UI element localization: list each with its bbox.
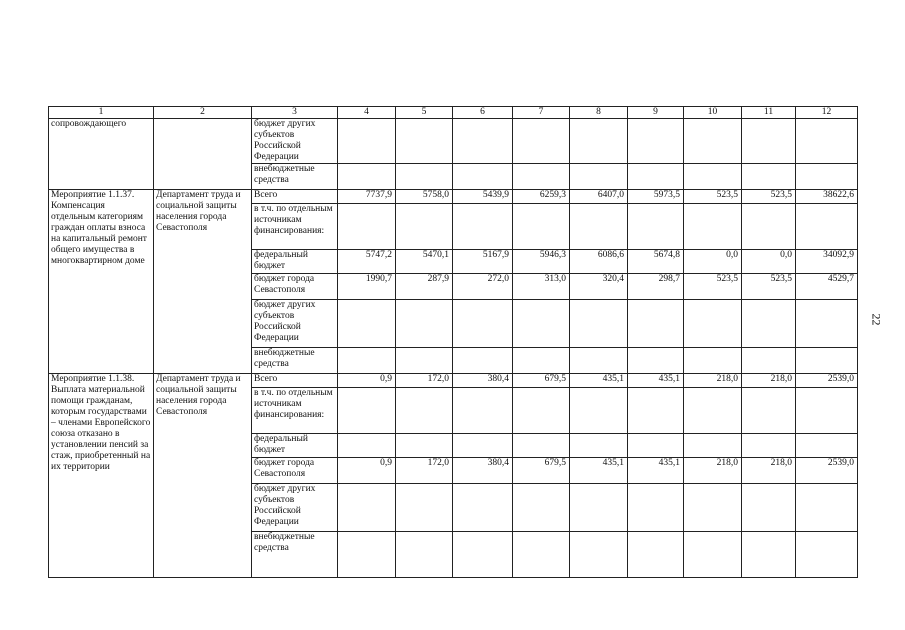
funding-source: бюджет города Севастополя [252,458,338,484]
amount-cell [513,164,570,190]
amount-cell: 523,5 [684,190,742,204]
amount-cell: 5167,9 [453,250,513,274]
amount-cell: 5674,8 [628,250,684,274]
funding-source: Всего [252,190,338,204]
column-number: 4 [338,107,396,119]
amount-cell [513,204,570,250]
amount-cell [396,204,453,250]
amount-cell [684,119,742,164]
funding-source: бюджет других субъектов Российской Федерации [252,300,338,348]
amount-cell [513,434,570,458]
amount-cell [570,388,628,434]
amount-cell [338,484,396,532]
amount-cell: 34092,9 [796,250,858,274]
column-number: 5 [396,107,453,119]
amount-cell: 38622,6 [796,190,858,204]
amount-cell: 1990,7 [338,274,396,300]
funding-source: бюджет других субъектов Российской Федерации [252,119,338,164]
measure-name: Мероприятие 1.1.37. Компенсация отдельным категориям граждан оплаты взноса на капитальный ремонт общего имущества в многоквартирном доме [49,190,154,374]
amount-cell [796,119,858,164]
amount-cell [628,434,684,458]
column-number: 6 [453,107,513,119]
amount-cell [396,532,453,578]
amount-cell: 6407,0 [570,190,628,204]
amount-cell [796,388,858,434]
funding-source: внебюджетные средства [252,348,338,374]
amount-cell [453,434,513,458]
column-number: 1 [49,107,154,119]
column-number: 9 [628,107,684,119]
amount-cell: 679,5 [513,374,570,388]
amount-cell: 380,4 [453,458,513,484]
amount-cell [684,388,742,434]
amount-cell [453,484,513,532]
amount-cell [796,348,858,374]
amount-cell: 523,5 [742,190,796,204]
funding-source: Всего [252,374,338,388]
amount-cell [570,532,628,578]
amount-cell [684,532,742,578]
amount-cell: 0,9 [338,458,396,484]
amount-cell: 435,1 [628,374,684,388]
column-number: 7 [513,107,570,119]
amount-cell [453,532,513,578]
department: Департамент труда и социальной защиты населения города Севастополя [154,374,252,578]
amount-cell: 6086,6 [570,250,628,274]
funding-source: бюджет других субъектов Российской Федерации [252,484,338,532]
column-number: 12 [796,107,858,119]
amount-cell [628,532,684,578]
department: Департамент труда и социальной защиты населения города Севастополя [154,190,252,374]
amount-cell [742,119,796,164]
amount-cell [513,532,570,578]
amount-cell [338,300,396,348]
amount-cell [338,434,396,458]
amount-cell [570,484,628,532]
column-number: 10 [684,107,742,119]
amount-cell: 0,0 [742,250,796,274]
amount-cell [796,484,858,532]
amount-cell: 2539,0 [796,458,858,484]
amount-cell [796,532,858,578]
amount-cell: 5470,1 [396,250,453,274]
amount-cell: 218,0 [684,374,742,388]
amount-cell [453,164,513,190]
amount-cell [742,300,796,348]
amount-cell: 313,0 [513,274,570,300]
amount-cell [742,434,796,458]
amount-cell [684,164,742,190]
amount-cell [628,300,684,348]
amount-cell [396,300,453,348]
amount-cell [570,348,628,374]
amount-cell: 218,0 [742,374,796,388]
amount-cell [684,300,742,348]
amount-cell [338,204,396,250]
amount-cell [628,164,684,190]
funding-source: в т.ч. по отдельным источникам финансирования: [252,388,338,434]
amount-cell: 5758,0 [396,190,453,204]
amount-cell [684,348,742,374]
amount-cell [570,119,628,164]
amount-cell [570,300,628,348]
amount-cell: 380,4 [453,374,513,388]
amount-cell: 6259,3 [513,190,570,204]
amount-cell [796,204,858,250]
amount-cell [570,204,628,250]
amount-cell [742,484,796,532]
column-number: 11 [742,107,796,119]
amount-cell: 218,0 [742,458,796,484]
amount-cell [453,388,513,434]
amount-cell [570,434,628,458]
amount-cell [338,164,396,190]
amount-cell [453,300,513,348]
amount-cell: 172,0 [396,458,453,484]
funding-source: федеральный бюджет [252,434,338,458]
table-row [49,374,858,388]
amount-cell [338,348,396,374]
amount-cell [338,119,396,164]
amount-cell [513,119,570,164]
amount-cell [513,300,570,348]
amount-cell: 5747,2 [338,250,396,274]
amount-cell [513,484,570,532]
amount-cell [684,434,742,458]
funding-source: внебюджетные средства [252,164,338,190]
funding-source: федеральный бюджет [252,250,338,274]
column-number: 8 [570,107,628,119]
amount-cell: 7737,9 [338,190,396,204]
amount-cell: 0,0 [684,250,742,274]
amount-cell [396,119,453,164]
amount-cell: 435,1 [570,458,628,484]
amount-cell [742,348,796,374]
column-number: 2 [154,107,252,119]
amount-cell: 4529,7 [796,274,858,300]
table-row [49,190,858,204]
column-number: 3 [252,107,338,119]
budget-table [48,106,858,578]
funding-source: в т.ч. по отдельным источникам финансирования: [252,204,338,250]
amount-cell [453,348,513,374]
amount-cell [338,388,396,434]
funding-source: бюджет города Севастополя [252,274,338,300]
amount-cell [796,164,858,190]
amount-cell [396,388,453,434]
amount-cell [742,388,796,434]
amount-cell [453,204,513,250]
amount-cell [396,348,453,374]
amount-cell [796,300,858,348]
amount-cell: 679,5 [513,458,570,484]
amount-cell [684,204,742,250]
amount-cell: 218,0 [684,458,742,484]
amount-cell [570,164,628,190]
amount-cell [742,532,796,578]
amount-cell [338,532,396,578]
amount-cell [628,119,684,164]
amount-cell [628,484,684,532]
amount-cell [396,434,453,458]
amount-cell: 272,0 [453,274,513,300]
table-body [49,107,858,578]
page-number: 22 [869,313,884,326]
amount-cell: 5439,9 [453,190,513,204]
column-number-row [49,107,858,119]
amount-cell [396,164,453,190]
measure-name: сопровождающего [49,119,154,190]
amount-cell [453,119,513,164]
funding-source: внебюджетные средства [252,532,338,578]
amount-cell: 287,9 [396,274,453,300]
amount-cell: 523,5 [684,274,742,300]
amount-cell [742,204,796,250]
amount-cell: 0,9 [338,374,396,388]
measure-name: Мероприятие 1.1.38. Выплата материальной помощи гражданам, которым государствами – членами Европейского союза отказано в установлении пенсий за стаж, приобретенный на их территории [49,374,154,578]
amount-cell: 523,5 [742,274,796,300]
amount-cell: 320,4 [570,274,628,300]
amount-cell [684,484,742,532]
amount-cell: 435,1 [628,458,684,484]
amount-cell [796,434,858,458]
amount-cell: 5973,5 [628,190,684,204]
amount-cell: 298,7 [628,274,684,300]
amount-cell [628,348,684,374]
amount-cell [628,204,684,250]
department [154,119,252,190]
amount-cell: 172,0 [396,374,453,388]
amount-cell [513,348,570,374]
amount-cell [396,484,453,532]
amount-cell: 2539,0 [796,374,858,388]
amount-cell [513,388,570,434]
amount-cell: 435,1 [570,374,628,388]
table-row [49,119,858,164]
amount-cell [742,164,796,190]
amount-cell [628,388,684,434]
amount-cell: 5946,3 [513,250,570,274]
